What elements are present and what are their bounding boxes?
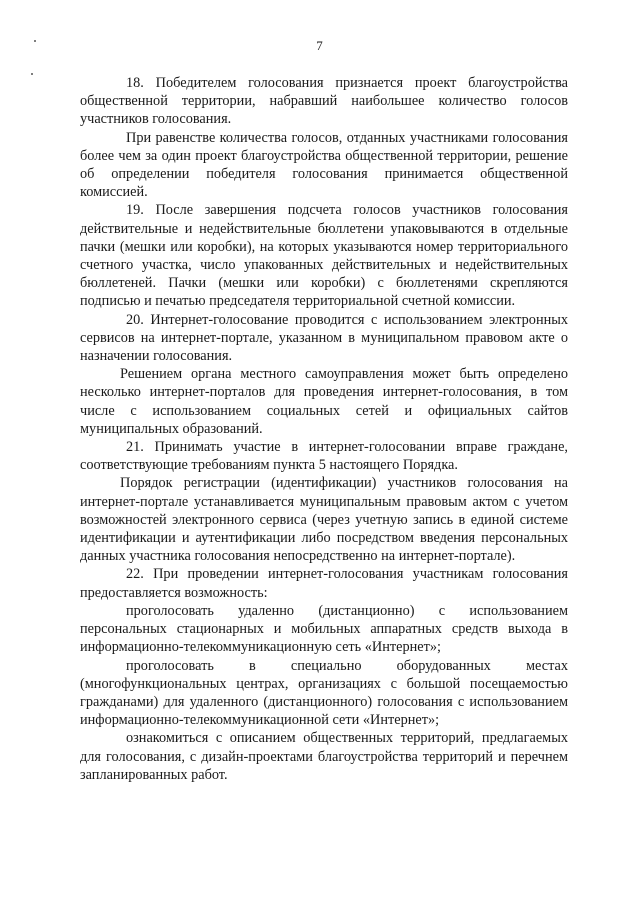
paragraph-20: 20. Интернет-голосование проводится с использованием электронных сервисов на интернет-портале, указанном в муниципальном правовом акте о назначении голосования.: [80, 311, 568, 365]
list-item-remote-voting: проголосовать удаленно (дистанционно) с использованием персональных стационарных и мобильных аппаратных средств выхода в информационно-телекоммуникационную сеть «Интернет»;: [80, 602, 568, 656]
paragraph-22: 22. При проведении интернет-голосования участникам голосования предоставляется возможность:: [80, 566, 568, 601]
paragraph-18: 18. Победителем голосования признается проект благоустройства общественной территории, набравший наибольшее количество голосов участников голосования.: [80, 75, 568, 128]
document-body: [80, 74, 568, 784]
paragraph-registration: Порядок регистрации (идентификации) участников голосования на интернет-портале устанавливается муниципальным правовым актом с учетом возможностей электронного сервиса (через учетную запись в единой системе идентификации и аутентификации либо посредством введения персональных данных участника голосования непосредственно на интернет-портале).: [80, 475, 568, 565]
paragraph-portals: Решением органа местного самоуправления может быть определено несколько интернет-порталов для проведения интернет-голосования, в том числе с использованием социальных сетей и официальных сайтов муниципальных образований.: [80, 366, 568, 437]
paragraph-tie-rule: При равенстве количества голосов, отданных участниками голосования более чем за один проект благоустройства общественной территории, решение об определении победителя голосования принимается общественной комиссией.: [80, 129, 568, 201]
list-item-equipped-places: проголосовать в специально оборудованных местах (многофункциональных центрах, организациях с большой посещаемостью гражданами) для удаленного (дистанционного) голосования с использованием информационно-телекоммуникационной сети «Интернет»;: [80, 657, 568, 729]
scan-speck-2: [31, 73, 33, 75]
list-item-familiarize: ознакомиться с описанием общественных территорий, предлагаемых для голосования, с дизайн-проектами благоустройства территорий и перечнем запланированных работ.: [80, 730, 568, 783]
paragraph-19: 19. После завершения подсчета голосов участников голосования действительные и недействительные бюллетени упаковываются в отдельные пачки (мешки или коробки), на которых указываются номер территориального счетного участка, число упакованных действительных и недействительных бюллетеней. Пачки (мешки или коробки) с бюллетенями скрепляются подписью и печатью председателя территориальной счетной комиссии.: [80, 202, 568, 310]
page-number: 7: [316, 38, 323, 53]
paragraph-21: 21. Принимать участие в интернет-голосовании вправе граждане, соответствующие требованиям пункта 5 настоящего Порядка.: [80, 439, 568, 474]
